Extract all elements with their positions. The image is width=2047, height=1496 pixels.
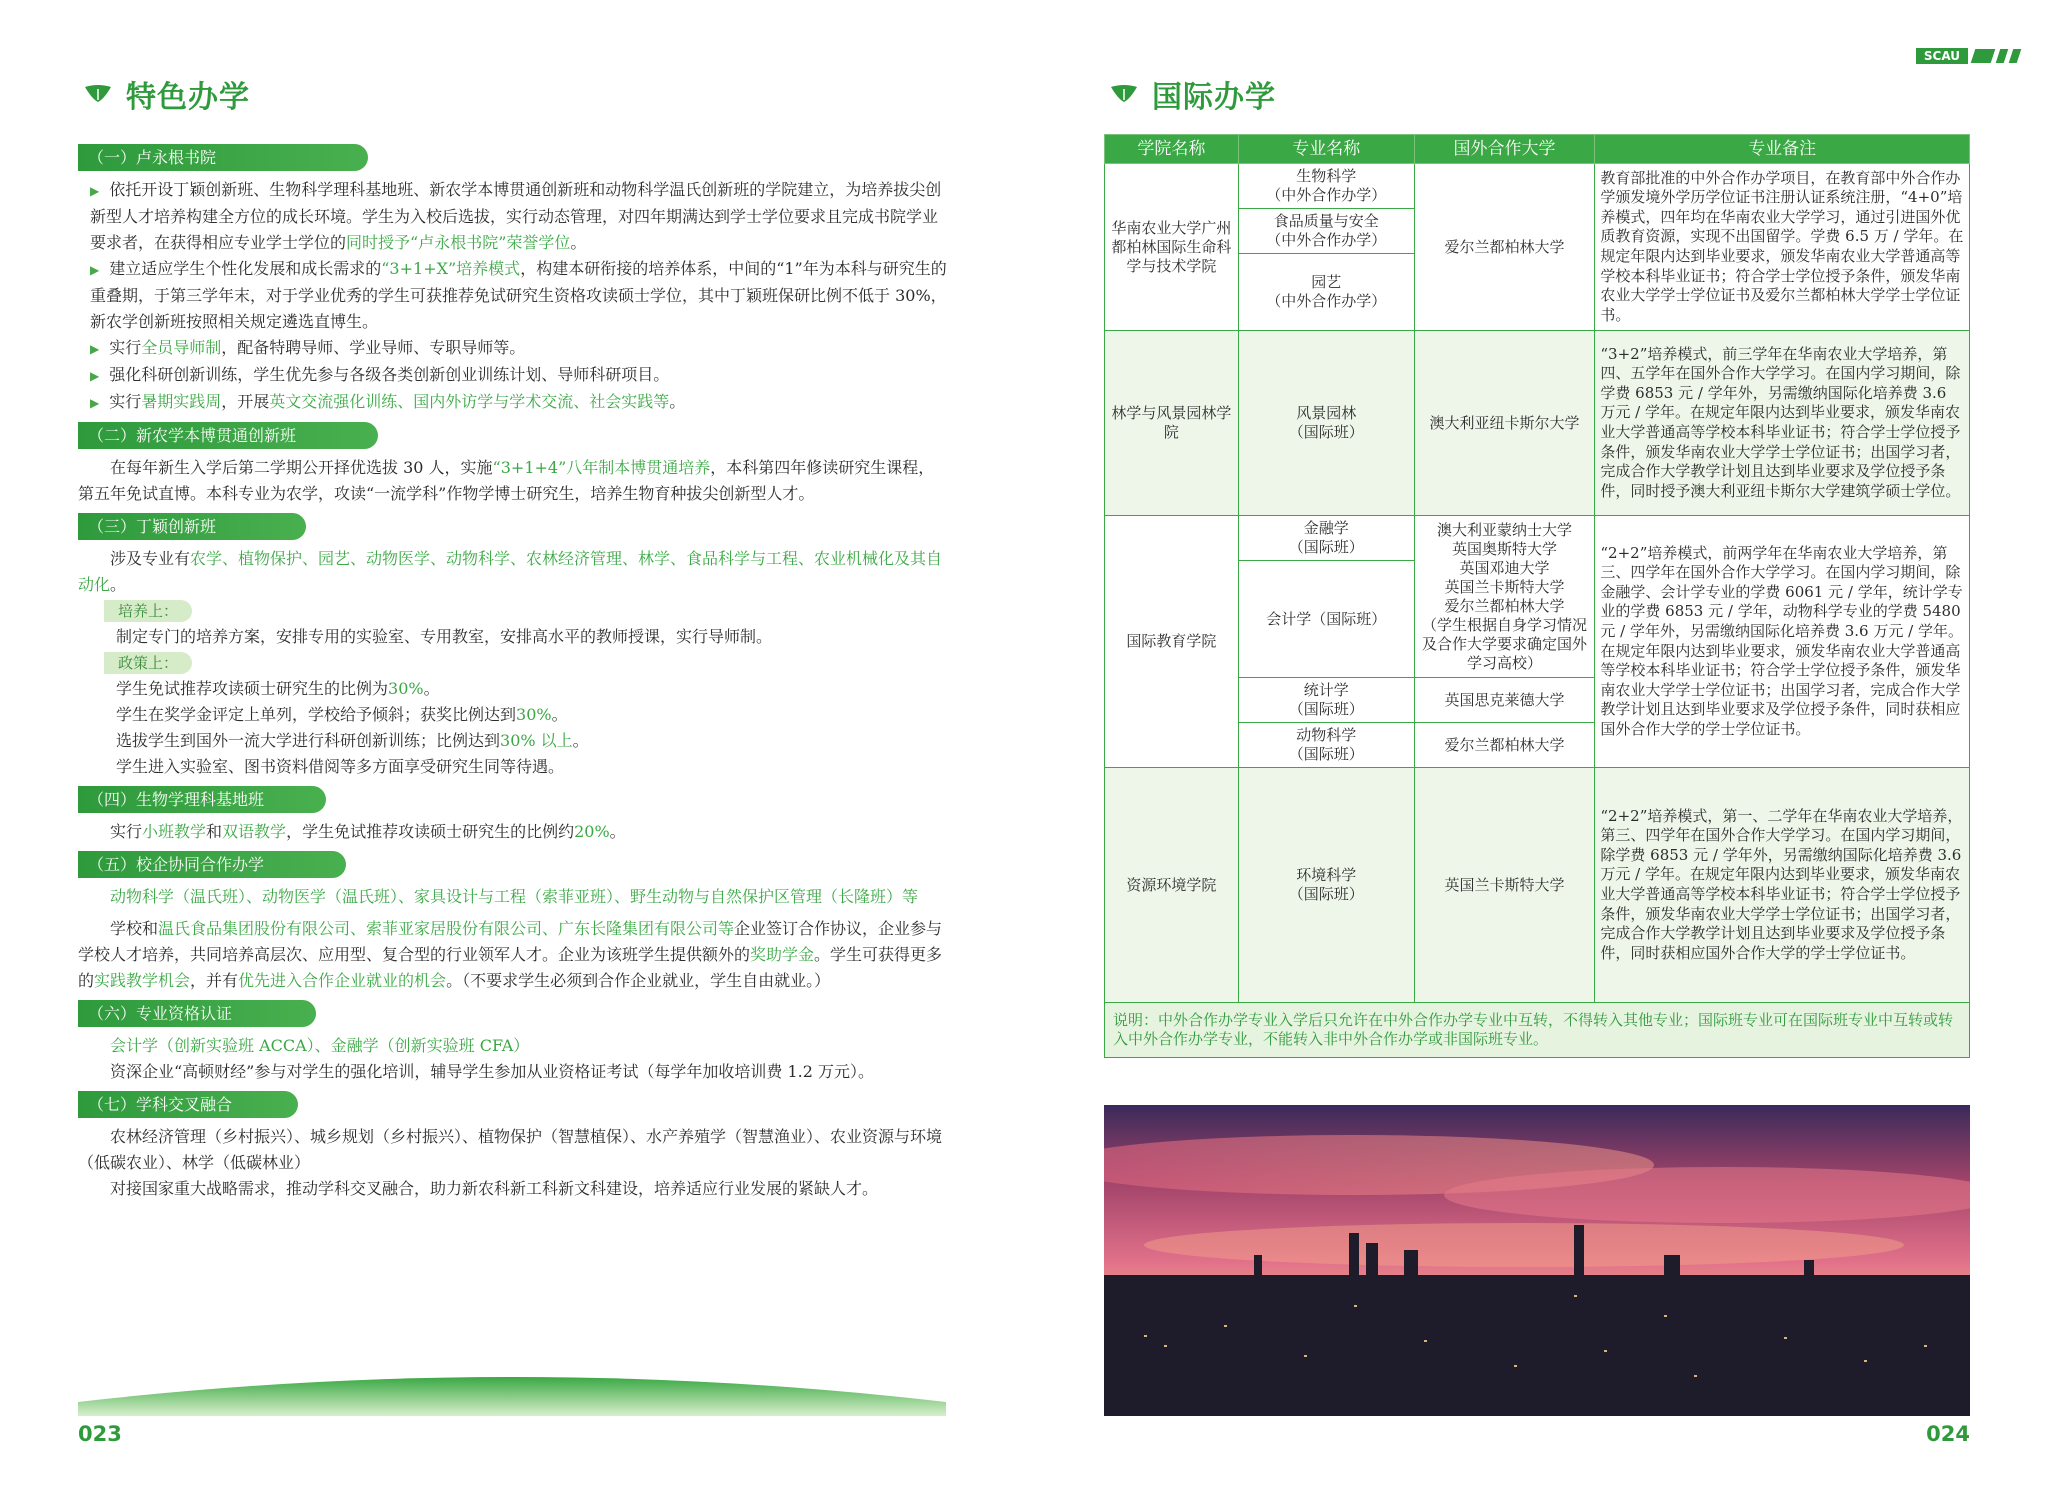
paragraph: 农林经济管理（乡村振兴）、城乡规划（乡村振兴）、植物保护（智慧植保）、水产养殖学（智慧渔业）、农业资源与环境（低碳农业）、林学（低碳林业）	[78, 1127, 943, 1172]
right-page	[1024, 0, 2047, 1496]
major-cell: 食品质量与安全 （中外合作办学）	[1238, 209, 1414, 254]
campus-skyline-photo	[1104, 1105, 1970, 1416]
college-cell: 国际教育学院	[1105, 516, 1239, 768]
paragraph: 学生在奖学金评定上单列，学校给予倾斜；获奖比例达到30%。	[116, 705, 568, 724]
section-label: （三）丁颖创新班	[78, 513, 306, 540]
bullet-item: ▶ 实行暑期实践周，开展英文交流强化训练、国内外访学与学术交流、社会实践等。	[90, 392, 686, 411]
paragraph: 在每年新生入学后第二学期公开择优选拔 30 人，实施“3+1+4”八年制本博贯通培养，本科第四年修读研究生课程，第五年免试直博。本科专业为农学，攻读“一流学科”作物学博士研究生，培养生物育种拔尖创新型人才。	[78, 458, 935, 503]
major-cell: 环境科学 （国际班）	[1238, 768, 1414, 1003]
paragraph: 动物科学（温氏班）、动物医学（温氏班）、家具设计与工程（索菲亚班）、野生动物与自然保护区管理（长隆班）等	[110, 887, 919, 906]
remark-cell: 教育部批准的中外合作办学项目，在教育部中外合作办学颁发境外学历学位证书注册认证系统注册，“4+0”培养模式，四年均在华南农业大学学习，通过引进国外优质教育资源，实现不出国留学。学费 6.5 万 / 学年。在规定年限内达到毕业要求，颁发华南农业大学普通高等学校本科毕业证书；符合学士学位授予条件，颁发华南农业大学学士学位证书及爱尔兰都柏林大学学士学位证书。	[1595, 164, 1970, 331]
stripe-icon	[1971, 49, 1996, 63]
paragraph: 实行小班教学和双语教学，学生免试推荐攻读硕士研究生的比例约20%。	[110, 822, 626, 841]
bullet-item: ▶ 依托开设丁颖创新班、生物科学理科基地班、新农学本博贯通创新班和动物科学温氏创新班的学院建立，为培养拔尖创新型人才培养构建全方位的成长环境。学生为入校后选拔，实行动态管理，对四年期满达到学士学位要求且完成书院学业要求者，在获得相应专业学士学位的同时授予“卢永根书院”荣誉学位。	[90, 180, 942, 252]
remark-cell: “2+2”培养模式，前两学年在华南农业大学培养，第三、四学年在国外合作大学学习。在国内学习期间，除金融学、会计学专业的学费 6061 元 / 学年，统计学专业的学费 6853 元 / 学年，动物科学专业的学费 5480 元 / 学年外，另需缴纳国际化培养费 3.6 万元 / 学年。在规定年限内达到毕业要求，颁发华南农业大学普通高等学校本科毕业证书；符合学士学位授予条件，颁发华南农业大学学士学位证书；出国学习者，完成合作大学教学计划且达到毕业要求及学位授予条件，同时获相应国外合作大学的学士学位证书。	[1595, 516, 1970, 768]
paragraph: 资深企业“高顿财经”参与对学生的强化培训，辅导学生参加从业资格证考试（每学年加收培训费 1.2 万元）。	[110, 1062, 874, 1081]
partner-cell: 英国思克莱德大学	[1414, 678, 1595, 723]
column-header: 国外合作大学	[1414, 135, 1595, 164]
paragraph: 对接国家重大战略需求，推动学科交叉融合，助力新农科新工科新文科建设，培养适应行业发展的紧缺人才。	[110, 1179, 879, 1198]
bullet-item: ▶ 建立适应学生个性化发展和成长需求的“3+1+X”培养模式，构建本研衔接的培养体系，中间的“1”年为本科与研究生的重叠期，于第三学年末，对于学业优秀的学生可获推荐免试研究生资格攻读硕士学位，其中丁颖班保研比例不低于 30%，新农学创新班按照相关规定遴选直博生。	[90, 259, 947, 331]
major-cell: 风景园林 （国际班）	[1238, 331, 1414, 516]
paragraph: 制定专门的培养方案，安排专用的实验室、专用教室，安排高水平的教师授课，实行导师制。	[116, 627, 773, 646]
paragraph: 会计学（创新实验班 ACCA）、金融学（创新实验班 CFA）	[110, 1036, 530, 1055]
leaf-icon	[1110, 85, 1138, 103]
section-label: （二）新农学本博贯通创新班	[78, 422, 378, 449]
scau-badge	[1916, 48, 2019, 64]
scau-logo-text: SCAU	[1916, 48, 1968, 64]
section-label: （五）校企协同合作办学	[78, 851, 346, 878]
paragraph: 涉及专业有农学、植物保护、园艺、动物医学、动物科学、农林经济管理、林学、食品科学与工程、农业机械化及其自动化。	[78, 549, 943, 594]
column-header: 专业备注	[1595, 135, 1970, 164]
paragraph: 学校和温氏食品集团股份有限公司、索菲亚家居股份有限公司、广东长隆集团有限公司等企业签订合作协议，企业参与学校人才培养，共同培养高层次、应用型、复合型的行业领军人才。企业为该班学生提供额外的奖助学金。学生可获得更多的实践教学机会，并有优先进入合作企业就业的机会。（不要求学生必须到合作企业就业，学生自由就业。）	[78, 919, 943, 990]
triangle-bullet-icon: ▶	[90, 184, 100, 198]
stripe-icon	[1996, 49, 2009, 63]
footnote: 说明：中外合作办学专业入学后只允许在中外合作办学专业中互转，不得转入其他专业；国际班专业可在国际班专业中互转或转入中外合作办学专业，不能转入非中外合作办学或非国际班专业。	[1105, 1003, 1970, 1058]
section-heading-right	[1110, 72, 1276, 116]
major-cell: 动物科学 （国际班）	[1238, 723, 1414, 768]
triangle-bullet-icon: ▶	[90, 369, 100, 383]
partner-cell: 英国兰卡斯特大学	[1414, 768, 1595, 1003]
leaf-icon	[84, 85, 112, 103]
table-row	[1105, 516, 1970, 561]
left-content	[78, 138, 948, 1202]
section-label: （四）生物学理科基地班	[78, 786, 326, 813]
table-row	[1105, 768, 1970, 1003]
partner-cell: 爱尔兰都柏林大学	[1414, 164, 1595, 331]
major-cell: 园艺 （中外合作办学）	[1238, 254, 1414, 331]
table-footnote-row	[1105, 1003, 1970, 1058]
page-number: 024	[1926, 1422, 1970, 1446]
major-cell: 会计学（国际班）	[1238, 561, 1414, 678]
college-cell: 华南农业大学广州都柏林国际生命科学与技术学院	[1105, 164, 1239, 331]
college-cell: 林学与风景园林学院	[1105, 331, 1239, 516]
table-header-row	[1105, 135, 1970, 164]
paragraph: 学生进入实验室、图书资料借阅等多方面享受研究生同等待遇。	[116, 757, 565, 776]
section-heading-left	[84, 72, 250, 116]
column-header: 专业名称	[1238, 135, 1414, 164]
major-cell: 统计学 （国际班）	[1238, 678, 1414, 723]
paragraph: 选拔学生到国外一流大学进行科研创新训练；比例达到30% 以上。	[116, 731, 589, 750]
college-cell: 资源环境学院	[1105, 768, 1239, 1003]
section-label: （七）学科交叉融合	[78, 1091, 298, 1118]
decorative-hill	[78, 1368, 946, 1416]
section-label: （六）专业资格认证	[78, 1000, 316, 1027]
sub-label: 政策上：	[104, 652, 192, 674]
page-title: 国际办学	[1152, 80, 1276, 115]
international-programs-table	[1104, 134, 1970, 1058]
table-row	[1105, 164, 1970, 209]
page-number: 023	[78, 1422, 122, 1446]
triangle-bullet-icon: ▶	[90, 263, 100, 277]
bullet-item: ▶ 强化科研创新训练，学生优先参与各级各类创新创业训练计划、导师科研项目。	[90, 365, 670, 384]
paragraph: 学生免试推荐攻读硕士研究生的比例为30%。	[116, 679, 440, 698]
major-cell: 金融学 （国际班）	[1238, 516, 1414, 561]
page-title: 特色办学	[126, 80, 250, 115]
bullet-item: ▶ 实行全员导师制，配备特聘导师、学业导师、专职导师等。	[90, 338, 526, 357]
triangle-bullet-icon: ▶	[90, 342, 100, 356]
remark-cell: “2+2”培养模式，第一、二学年在华南农业大学培养，第三、四学年在国外合作大学学习。在国内学习期间，除学费 6853 元 / 学年外，另需缴纳国际化培养费 3.6 万元 / 学年。在规定年限内达到毕业要求，颁发华南农业大学普通高等学校本科毕业证书；符合学士学位授予条件，颁发华南农业大学学士学位证书；出国学习者，完成合作大学教学计划且达到毕业要求及学位授予条件，同时获相应国外合作大学的学士学位证书。	[1595, 768, 1970, 1003]
section-label: （一）卢永根书院	[78, 144, 368, 171]
sub-label: 培养上：	[104, 600, 192, 622]
remark-cell: “3+2”培养模式，前三学年在华南农业大学培养，第四、五学年在国外合作大学学习。在国内学习期间，除学费 6853 元 / 学年外，另需缴纳国际化培养费 3.6 万元 / 学年。在规定年限内达到毕业要求，颁发华南农业大学普通高等学校本科毕业证书；符合学士学位授予条件，颁发华南农业大学学士学位证书；出国学习者，完成合作大学教学计划且达到毕业要求及学位授予条件，同时授予澳大利亚纽卡斯尔大学建筑学硕士学位。	[1595, 331, 1970, 516]
stripe-icon	[2009, 49, 2022, 63]
column-header: 学院名称	[1105, 135, 1239, 164]
partner-cell: 澳大利亚纽卡斯尔大学	[1414, 331, 1595, 516]
triangle-bullet-icon: ▶	[90, 396, 100, 410]
major-cell: 生物科学 （中外合作办学）	[1238, 164, 1414, 209]
partner-cell: 爱尔兰都柏林大学	[1414, 723, 1595, 768]
partner-cell: 澳大利亚蒙纳士大学 英国奥斯特大学 英国邓迪大学 英国兰卡斯特大学 爱尔兰都柏林大学 （学生根据自身学习情况及合作大学要求确定国外学习高校）	[1414, 516, 1595, 678]
table-row	[1105, 331, 1970, 516]
